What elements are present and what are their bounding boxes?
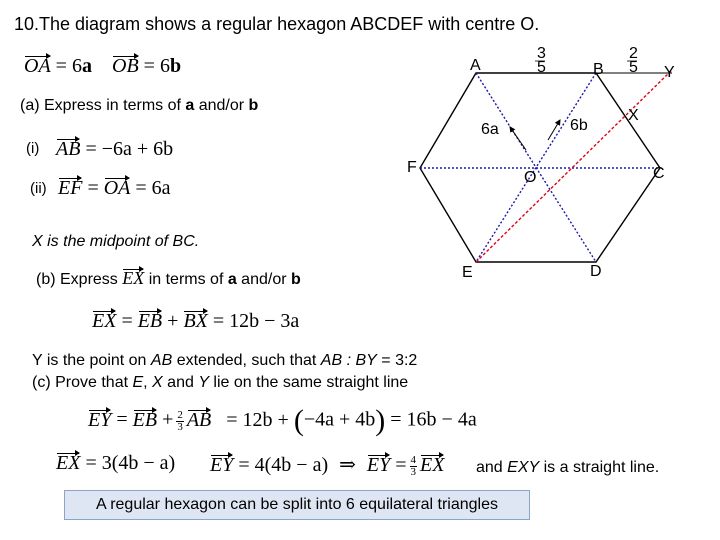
vertex-label-b: B: [593, 61, 604, 78]
point-label-y: Y: [664, 64, 675, 81]
ratio-fraction-3-5: [535, 45, 546, 76]
svg-text:3: 3: [537, 45, 546, 62]
part-c-ey-working: EY = EB + $\frac{2}{3}$ AB = 12b + (−4a + 4b) = 16b − 4a: [88, 404, 477, 437]
part-c-line2: (c) Prove that E, X and Y lie on the same straight line: [32, 374, 409, 391]
part-a-i-answer: AB = −6a + 6b: [56, 138, 174, 160]
svg-text:5: 5: [629, 59, 638, 76]
svg-text:5: 5: [537, 59, 546, 76]
implies-symbol: ⇒: [339, 454, 356, 476]
fraction-two-thirds: $\frac{2}{3}$: [177, 408, 183, 433]
vertex-label-e: E: [462, 264, 473, 281]
arrow-6a: [510, 127, 526, 150]
vector-label-6a: 6a: [481, 121, 499, 138]
point-label-x: X: [628, 107, 639, 124]
part-c-line1: Y is the point on AB extended, such that AB : BY = 3:2: [32, 352, 418, 369]
part-c-ex-factored: EX = 3(4b − a): [56, 452, 176, 474]
vertex-label-a: A: [470, 57, 481, 74]
part-c-ey-factored: EY = 4(4b − a) ⇒ EY = $\frac{4}{3}$ EX: [210, 453, 445, 478]
question-title: 10.The diagram shows a regular hexagon ABCDEF with centre O.: [14, 14, 540, 34]
svg-text:2: 2: [629, 45, 638, 62]
midpoint-note: X is the midpoint of BC.: [32, 233, 200, 250]
vec-oa: OA: [24, 55, 51, 77]
part-a-ii-label: (ii): [30, 180, 47, 197]
centre-label-o: O: [524, 169, 537, 186]
part-b-answer: EX = EB + BX = 12b − 3a: [92, 310, 300, 332]
vertex-label-c: C: [653, 165, 665, 182]
part-c-conclusion: and EXY is a straight line.: [476, 459, 660, 476]
vector-label-6b: 6b: [570, 117, 588, 134]
internal-diagonals: [420, 73, 660, 262]
given-oa: OA = 6a: [24, 55, 92, 77]
given-ob: OB = 6b: [112, 55, 182, 77]
vertex-label-d: D: [590, 263, 602, 280]
part-b-prompt: (b) Express EX in terms of a and/or b: [36, 268, 301, 288]
info-box: A regular hexagon can be split into 6 equilateral triangles: [64, 490, 530, 520]
vertex-label-f: F: [407, 159, 417, 176]
line-e-y: [476, 70, 672, 262]
fraction-four-thirds: $\frac{4}{3}$: [410, 453, 416, 478]
part-a-ii-answer: EF = OA = 6a: [58, 177, 171, 199]
ratio-fraction-2-5: [627, 45, 638, 76]
part-a-prompt: (a) Express in terms of a and/or b: [20, 97, 259, 114]
part-a-i-label: (i): [26, 140, 40, 157]
vec-ob: OB: [112, 55, 139, 77]
arrow-6b: [548, 120, 560, 140]
